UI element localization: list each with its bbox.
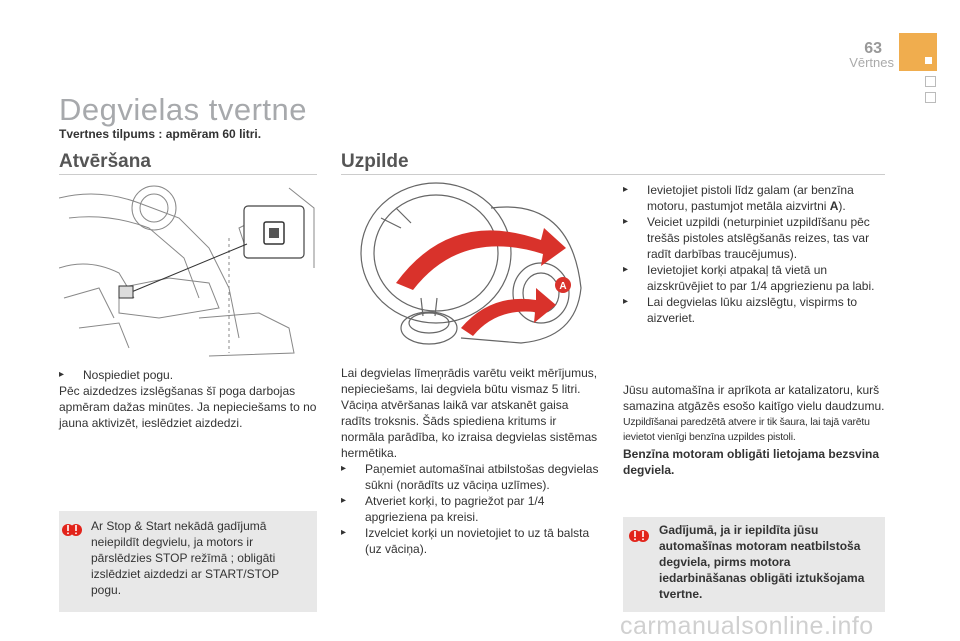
opening-bullet: ▸ Nospiediet pogu. [59, 367, 317, 383]
fuel-cap-illustration [341, 178, 601, 358]
filling-step: ▸ Atveriet korķi, to pagriežot par 1/4 apgrieziena pa kreisi. [341, 493, 601, 525]
heading-opening: Atvēršana [59, 151, 151, 172]
chapter-tab-active[interactable] [899, 33, 937, 71]
filling-step: ▸ Paņemiet automašīnai atbilstošas degvielas sūkni (norādīts uz vāciņa uzlīmes). [341, 461, 601, 493]
heading-rule [59, 174, 317, 175]
filling-note: Vāciņa atvēršanas laikā var atskanēt gaisa radīts troksnis. Šāds spiediena kritums ir normāla parādība, ko izraisa degvielas sistēmas hermētika. [341, 398, 598, 460]
opening-warning-text: Ar Stop & Start nekādā gadījumā neiepildīt degvielu, ja motors ir pārslēdzies STOP režīmā ; obligāti izslēdziet aizdedzi ar START/STOP pogu. [91, 519, 279, 597]
filling-intro: Lai degvielas līmeņrādis varētu veikt mērījumus, nepieciešams, lai degviela būtu vismaz 5 litri. [341, 366, 598, 396]
opening-text-block [59, 367, 317, 431]
opening-paragraph: Pēc aizdedzes izslēgšanas šī poga darbojas apmēram dažas minūtes. Ja nepieciešams to no jauna aktivizēt, ieslēdziet aizdedzi. [59, 384, 317, 430]
filling-step: ▸ Lai degvielas lūku aizslēgtu, vispirms to aizveriet. [623, 294, 885, 326]
filling-step: ▸ Ievietojiet pistoli līdz galam (ar benzīna motoru, pastumjot metāla aizvirtni A). [623, 182, 885, 214]
watermark: carmanualsonline.info [620, 612, 874, 640]
catalyst-small-text: Uzpildīšanai paredzētā atvere ir tik šaura, lai tajā varētu ievietot vienīgi benzīna uzpildes pistoli. [623, 416, 870, 443]
filling-middle-text [341, 365, 601, 557]
catalyst-text: Jūsu automašīna ir aprīkota ar katalizatoru, kurš samazina atgāzēs esošo kaitīgo vielu daudzumu. [623, 383, 885, 413]
page-title: Degvielas tvertne [59, 92, 308, 127]
section-label: Vērtnes [849, 55, 894, 70]
chapter-tab[interactable] [925, 92, 936, 103]
filling-step: ▸ Veiciet uzpildi (neturpiniet uzpildīšanu pēc trešās pistoles atslēgšanās reizes, tas var radīt darbības traucējumus). [623, 214, 885, 262]
filling-step: ▸ Izvelciet korķi un novietojiet to uz tā balsta (uz vāciņa). [341, 525, 601, 557]
chapter-tab[interactable] [925, 76, 936, 87]
filling-step: ▸ Ievietojiet korķi atpakaļ tā vietā un aizskrūvējiet to par 1/4 apgriezienu pa labi. [623, 262, 885, 294]
catalyst-bold-text: Benzīna motoram obligāti lietojama bezsvina degviela. [623, 447, 880, 477]
heading-rule [341, 174, 885, 175]
page-number: 63 [864, 40, 882, 57]
warning-icon [62, 521, 82, 539]
warning-icon [629, 527, 649, 545]
filling-warning-box [623, 517, 885, 612]
callout-a-label: A [559, 281, 567, 292]
opening-warning-box [59, 511, 317, 612]
filling-warning-text: Gadījumā, ja ir iepildīta jūsu automašīnas motoram neatbilstoša degviela, pirms motora iedarbināšanas obligāti iztukšojama tvertne. [659, 523, 865, 601]
page-subtitle: Tvertnes tilpums : apmēram 60 litri. [59, 127, 262, 141]
heading-filling: Uzpilde [341, 151, 409, 172]
filling-right-steps [623, 182, 885, 326]
catalyst-info [623, 382, 885, 478]
fuel-flap-button-illustration [59, 178, 317, 358]
